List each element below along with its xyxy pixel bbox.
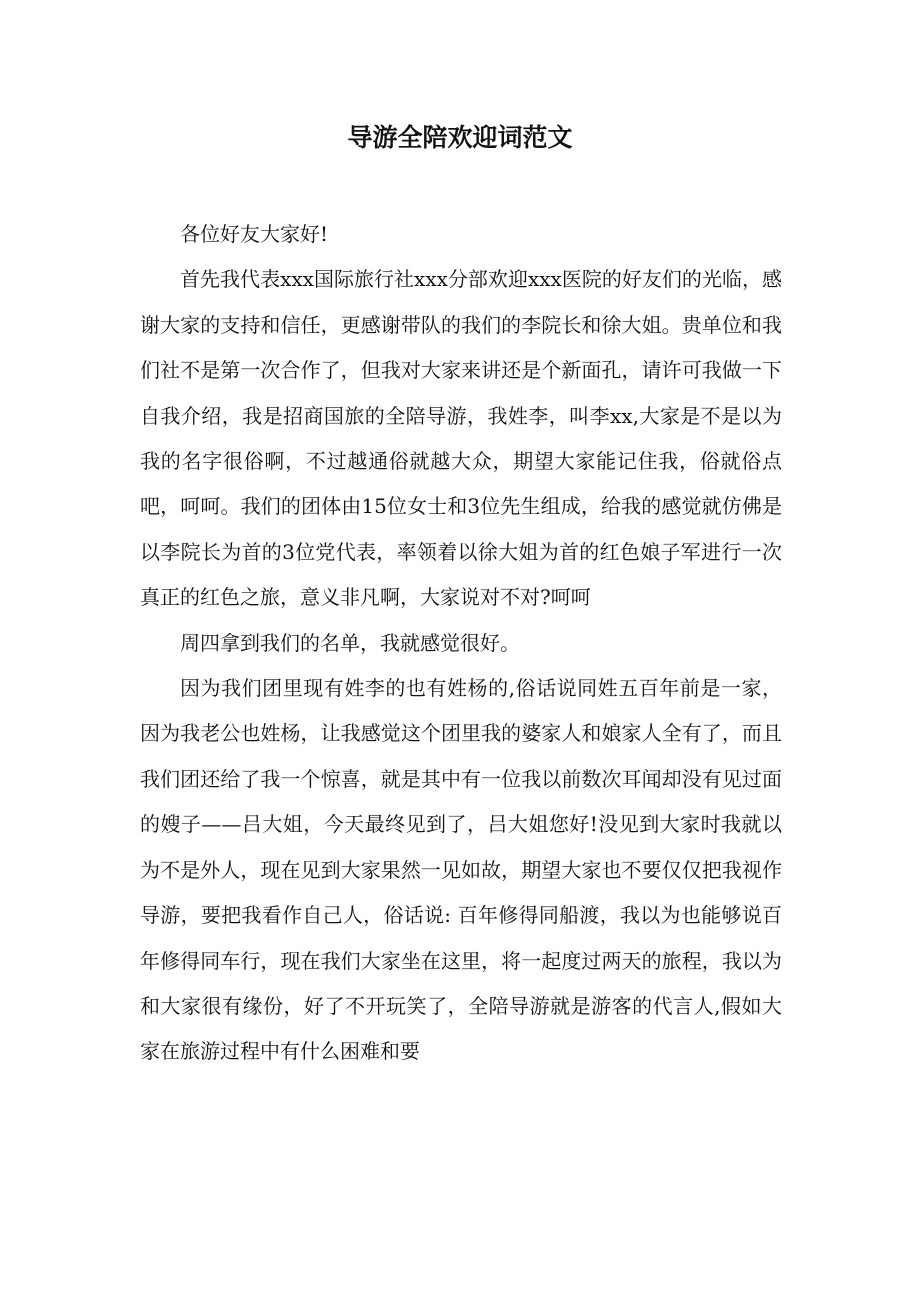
document-body [140, 212, 782, 1075]
paragraph-family: 因为我们团里现有姓李的也有姓杨的,俗话说同姓五百年前是一家，因为我老公也姓杨，让我感觉这个团里我的婆家人和娘家人全有了，而且我们团还给了我一个惊喜，就是其中有一位我以前数次耳闻却没有见过面的嫂子——吕大姐，今天最终见到了，吕大姐您好!没见到大家时我就以为不是外人，现在见到大家果然一见如故，期望大家也不要仅仅把我视作导游，要把我看作自己人，俗话说: 百年修得同船渡，我以为也能够说百年修得同车行，现在我们大家坐在这里，将一起度过两天的旅程，我以为和大家很有缘份，好了不开玩笑了，全陪导游就是游客的代言人,假如大家在旅游过程中有什么困难和要 [140, 676, 782, 1064]
document-title: 导游全陪欢迎词范文 [347, 123, 573, 152]
paragraph-greeting: 各位好友大家好! [180, 222, 329, 246]
paragraph-introduction: 首先我代表xxx国际旅行社xxx分部欢迎xxx医院的好友们的光临，感谢大家的支持和信任，更感谢带队的我们的李院长和徐大姐。贵单位和我们社不是第一次合作了，但我对大家来讲还是个新面孔，请许可我做一下自我介绍，我是招商国旅的全陪导游，我姓李，叫李xx,大家是不是以为我的名字很俗啊，不过越通俗就越大众，期望大家能记住我，俗就俗点吧，呵呵。我们的团体由15位女士和3位先生组成，给我的感觉就仿佛是以李院长为首的3位党代表，率领着以徐大姐为首的红色娘子军进行一次真正的红色之旅，意义非凡啊，大家说对不对?呵呵 [140, 267, 782, 610]
paragraph-roster: 周四拿到我们的名单，我就感觉很好。 [180, 630, 520, 655]
